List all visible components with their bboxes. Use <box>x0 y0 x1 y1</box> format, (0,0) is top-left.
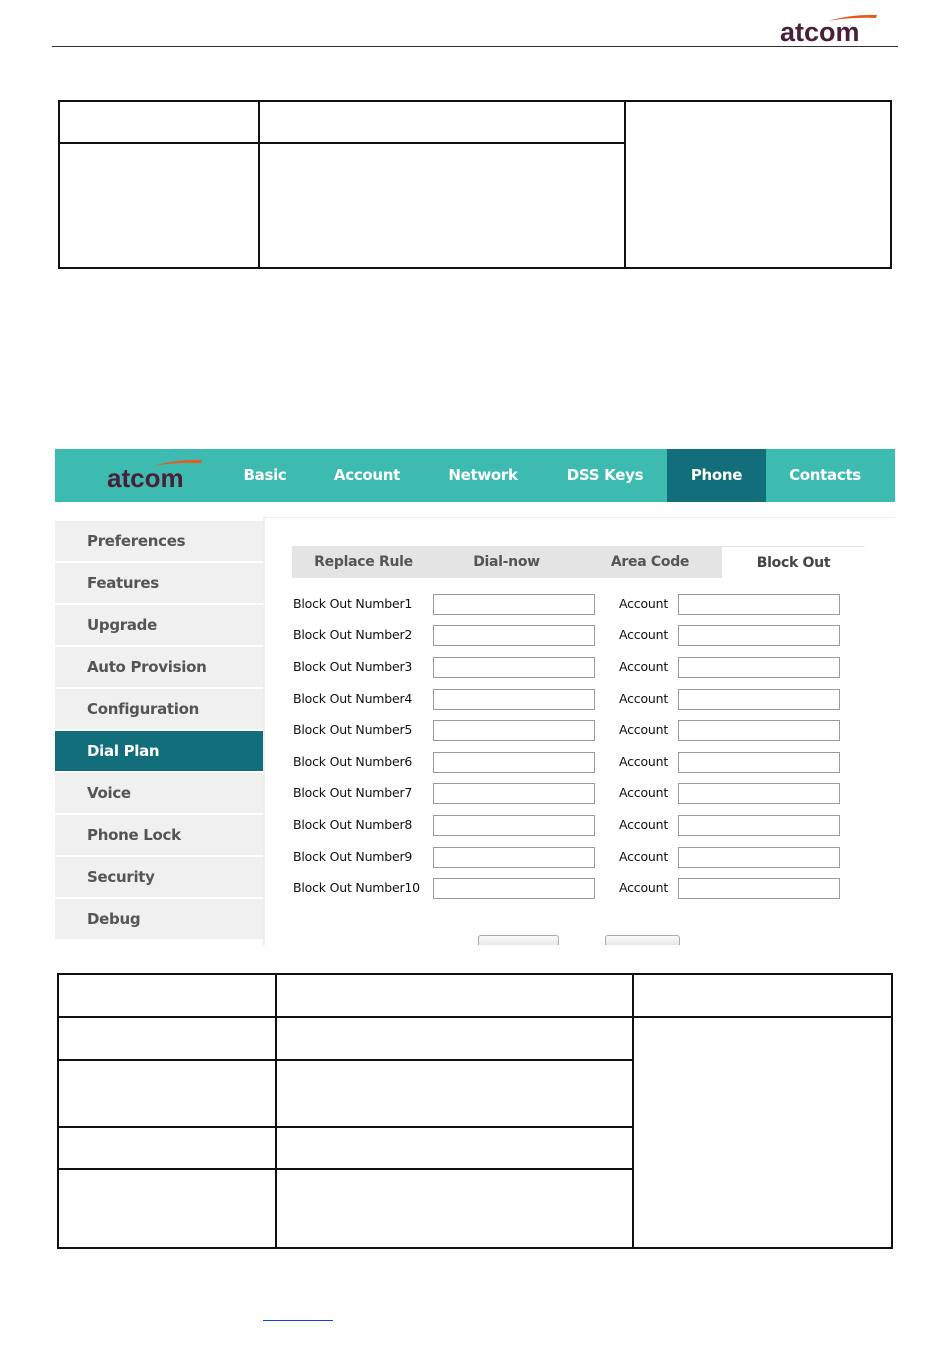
account-label: Account <box>619 849 669 864</box>
block-out-number-label: Block Out Number10 <box>293 880 420 895</box>
block-out-row <box>292 815 852 837</box>
block-out-row <box>292 625 852 647</box>
block-out-number-label: Block Out Number8 <box>293 817 413 832</box>
block-out-number-input[interactable] <box>433 720 595 741</box>
top-nav-bar <box>55 449 895 502</box>
account-input[interactable] <box>678 720 840 741</box>
sidebar-item-voice[interactable]: Voice <box>55 773 263 813</box>
account-input[interactable] <box>678 752 840 773</box>
sidebar-item-upgrade[interactable]: Upgrade <box>55 605 263 645</box>
nav-contacts[interactable]: Contacts <box>789 466 861 484</box>
account-label: Account <box>619 596 669 611</box>
block-out-number-input[interactable] <box>433 594 595 615</box>
account-input[interactable] <box>678 847 840 868</box>
account-label: Account <box>619 880 669 895</box>
tab-replace-rule[interactable]: Replace Rule <box>314 554 413 570</box>
block-out-row <box>292 847 852 869</box>
atcom-logo <box>780 12 884 46</box>
ui-logo-wordmark: atcom <box>107 463 184 493</box>
confirm-button[interactable] <box>478 935 559 945</box>
account-label: Account <box>619 659 669 674</box>
ui-logo <box>107 457 207 491</box>
tab-dial-now[interactable]: Dial-now <box>473 554 540 570</box>
block-out-number-input[interactable] <box>433 783 595 804</box>
block-out-number-label: Block Out Number7 <box>293 785 413 800</box>
block-out-row <box>292 720 852 742</box>
block-out-row <box>292 752 852 774</box>
sidebar-item-dial-plan[interactable]: Dial Plan <box>55 731 263 771</box>
block-out-number-input[interactable] <box>433 689 595 710</box>
nav-account[interactable]: Account <box>333 466 401 484</box>
web-ui-screenshot <box>55 449 895 945</box>
account-label: Account <box>619 722 669 737</box>
block-out-number-label: Block Out Number2 <box>293 627 413 642</box>
cancel-button[interactable] <box>605 935 680 945</box>
block-out-row <box>292 783 852 805</box>
account-label: Account <box>619 627 669 642</box>
block-out-number-input[interactable] <box>433 815 595 836</box>
sidebar-item-features[interactable]: Features <box>55 563 263 603</box>
block-out-number-label: Block Out Number4 <box>293 691 413 706</box>
block-out-number-input[interactable] <box>433 657 595 678</box>
block-out-number-input[interactable] <box>433 752 595 773</box>
account-input[interactable] <box>678 783 840 804</box>
sidebar-item-phone-lock[interactable]: Phone Lock <box>55 815 263 855</box>
account-input[interactable] <box>678 689 840 710</box>
block-out-number-label: Block Out Number6 <box>293 754 413 769</box>
nav-network[interactable]: Network <box>448 466 518 484</box>
block-out-number-label: Block Out Number5 <box>293 722 413 737</box>
sidebar-item-preferences[interactable]: Preferences <box>55 521 263 561</box>
block-out-number-input[interactable] <box>433 625 595 646</box>
account-label: Account <box>619 754 669 769</box>
account-label: Account <box>619 817 669 832</box>
sidebar-item-debug[interactable]: Debug <box>55 899 263 939</box>
sidebar-item-auto-provision[interactable]: Auto Provision <box>55 647 263 687</box>
account-label: Account <box>619 691 669 706</box>
nav-dss-keys[interactable]: DSS Keys <box>566 466 644 484</box>
block-out-number-label: Block Out Number3 <box>293 659 413 674</box>
sidebar-item-configuration[interactable]: Configuration <box>55 689 263 729</box>
dial-plan-subtabs <box>292 546 865 578</box>
tab-area-code[interactable]: Area Code <box>610 554 690 570</box>
block-out-row <box>292 689 852 711</box>
block-out-number-input[interactable] <box>433 878 595 899</box>
account-input[interactable] <box>678 815 840 836</box>
sidebar-divider <box>263 517 265 945</box>
account-input[interactable] <box>678 625 840 646</box>
block-out-row <box>292 878 852 900</box>
account-label: Account <box>619 785 669 800</box>
content-top-divider <box>265 517 895 518</box>
block-out-number-label: Block Out Number9 <box>293 849 413 864</box>
nav-basic[interactable]: Basic <box>243 466 287 484</box>
nav-phone[interactable]: Phone <box>667 449 766 502</box>
logo-wordmark: atcom <box>780 17 860 47</box>
block-out-row <box>292 657 852 679</box>
account-input[interactable] <box>678 657 840 678</box>
header-rule <box>52 46 898 47</box>
tab-block-out[interactable]: Block Out <box>722 546 865 578</box>
hyperlink-underline[interactable] <box>263 1320 333 1321</box>
block-out-number-label: Block Out Number1 <box>293 596 413 611</box>
block-out-number-input[interactable] <box>433 847 595 868</box>
block-out-row <box>292 594 852 616</box>
account-input[interactable] <box>678 594 840 615</box>
account-input[interactable] <box>678 878 840 899</box>
sidebar-item-security[interactable]: Security <box>55 857 263 897</box>
